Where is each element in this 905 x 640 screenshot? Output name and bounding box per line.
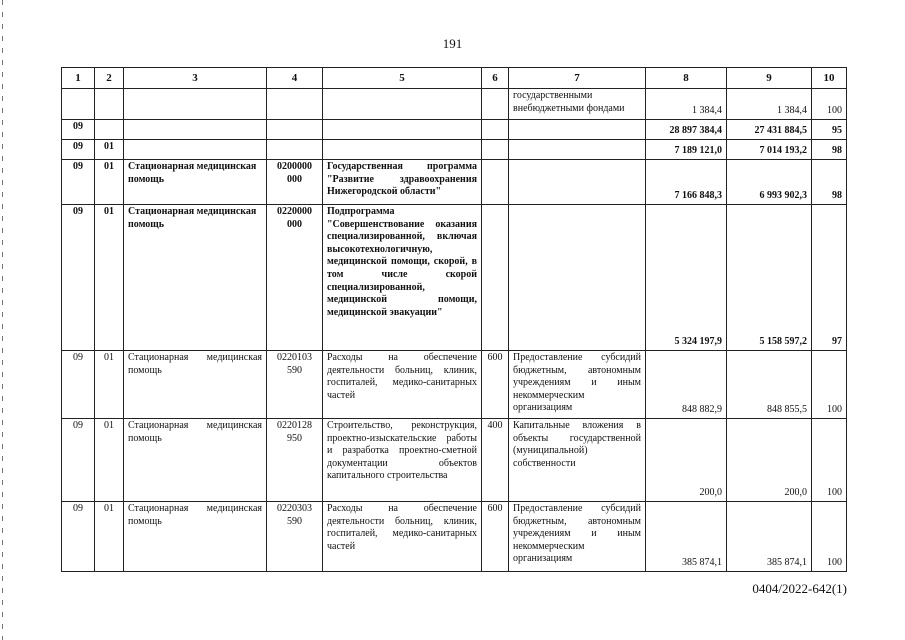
table-row (62, 140, 847, 160)
cell-planned: 385 874,1 (646, 502, 727, 572)
cell-planned: 5 324 197,9 (646, 205, 727, 351)
cell-subsection: 01 (95, 351, 124, 419)
cell-expense-name (509, 205, 646, 351)
cell-executed: 848 855,5 (727, 351, 812, 419)
cell-subsection-name: Стационарная медицинская помощь (124, 351, 267, 419)
document-code: 0404/2022-642(1) (752, 581, 847, 596)
cell-target-name: Подпрограмма "Совершенствование оказания специализированной, включая высокотехнологичную, медицинской помощи, скорой, в том числе скорой специализированной, медицинской помощи, медицинской эвакуации" (323, 205, 482, 351)
cell-section (62, 89, 95, 120)
column-header: 2 (95, 68, 124, 89)
cell-subsection: 01 (95, 502, 124, 572)
cell-target-code (267, 140, 323, 160)
cell-expense-type (482, 120, 509, 140)
cell-subsection-name (124, 89, 267, 120)
cell-target-code (267, 89, 323, 120)
cell-target-name: Строительство, реконструкция, проектно-изыскательские работы и разработка проектно-сметной документации объектов капитального строительства (323, 419, 482, 502)
cell-expense-name: Предоставление субсидий бюджетным, автономным учреждениям и иным некоммерческим организациям (509, 351, 646, 419)
cell-target-code: 0220103 590 (267, 351, 323, 419)
cell-executed: 6 993 902,3 (727, 160, 812, 205)
cell-executed: 200,0 (727, 419, 812, 502)
column-header: 6 (482, 68, 509, 89)
cell-expense-type (482, 89, 509, 120)
cell-target-name: Расходы на обеспечение деятельности больниц, клиник, госпиталей, медико-санитарных частей (323, 502, 482, 572)
header-row (62, 68, 847, 89)
cell-executed: 1 384,4 (727, 89, 812, 120)
cell-expense-name: Капитальные вложения в объекты государственной (муниципальной) собственности (509, 419, 646, 502)
cell-percent: 100 (812, 502, 847, 572)
cell-expense-name (509, 160, 646, 205)
column-header: 3 (124, 68, 267, 89)
cell-subsection: 01 (95, 419, 124, 502)
column-header: 1 (62, 68, 95, 89)
table-row (62, 205, 847, 351)
column-header: 9 (727, 68, 812, 89)
cell-subsection-name (124, 140, 267, 160)
table-row (62, 502, 847, 572)
cell-target-code (267, 120, 323, 140)
cell-target-code: 0220303 590 (267, 502, 323, 572)
cell-expense-name: Предоставление субсидий бюджетным, автономным учреждениям и иным некоммерческим организациям (509, 502, 646, 572)
table-row (62, 419, 847, 502)
cell-target-name (323, 89, 482, 120)
column-header: 10 (812, 68, 847, 89)
cell-planned: 848 882,9 (646, 351, 727, 419)
cell-target-name (323, 120, 482, 140)
cell-executed: 5 158 597,2 (727, 205, 812, 351)
cell-section: 09 (62, 502, 95, 572)
table-row (62, 351, 847, 419)
cell-subsection-name (124, 120, 267, 140)
cell-section: 09 (62, 120, 95, 140)
cell-percent: 95 (812, 120, 847, 140)
cell-expense-type: 400 (482, 419, 509, 502)
cell-subsection-name: Стационарная медицинская помощь (124, 419, 267, 502)
cell-expense-type (482, 140, 509, 160)
table-row (62, 89, 847, 120)
cell-target-code: 0200000 000 (267, 160, 323, 205)
column-header: 7 (509, 68, 646, 89)
cell-executed: 385 874,1 (727, 502, 812, 572)
cell-subsection: 01 (95, 160, 124, 205)
cell-target-name: Расходы на обеспечение деятельности больниц, клиник, госпиталей, медико-санитарных частей (323, 351, 482, 419)
cell-expense-type: 600 (482, 502, 509, 572)
cell-percent: 100 (812, 419, 847, 502)
table-row (62, 120, 847, 140)
cell-expense-type: 600 (482, 351, 509, 419)
cell-target-name (323, 140, 482, 160)
cell-subsection (95, 89, 124, 120)
column-header: 4 (267, 68, 323, 89)
table-row (62, 160, 847, 205)
cell-percent: 100 (812, 351, 847, 419)
cell-planned: 200,0 (646, 419, 727, 502)
cell-percent: 98 (812, 160, 847, 205)
cell-executed: 7 014 193,2 (727, 140, 812, 160)
cell-planned: 28 897 384,4 (646, 120, 727, 140)
cell-section: 09 (62, 419, 95, 502)
budget-table (61, 67, 847, 572)
cell-subsection-name: Стационарная медицинская помощь (124, 160, 267, 205)
cell-subsection (95, 120, 124, 140)
cell-planned: 7 189 121,0 (646, 140, 727, 160)
column-header: 5 (323, 68, 482, 89)
cell-planned: 1 384,4 (646, 89, 727, 120)
cell-subsection-name: Стационарная медицинская помощь (124, 502, 267, 572)
cell-percent: 100 (812, 89, 847, 120)
cell-target-name: Государственная программа "Развитие здравоохранения Нижегородской области" (323, 160, 482, 205)
cell-target-code: 0220000 000 (267, 205, 323, 351)
cell-subsection: 01 (95, 205, 124, 351)
cell-expense-type (482, 160, 509, 205)
cell-section: 09 (62, 140, 95, 160)
cell-expense-type (482, 205, 509, 351)
column-header: 8 (646, 68, 727, 89)
cell-subsection-name: Стационарная медицинская помощь (124, 205, 267, 351)
scan-edge-marks (2, 0, 3, 640)
cell-executed: 27 431 884,5 (727, 120, 812, 140)
cell-percent: 97 (812, 205, 847, 351)
page-number: 191 (442, 36, 463, 51)
cell-target-code: 0220128 950 (267, 419, 323, 502)
cell-subsection: 01 (95, 140, 124, 160)
cell-percent: 98 (812, 140, 847, 160)
cell-planned: 7 166 848,3 (646, 160, 727, 205)
cell-section: 09 (62, 351, 95, 419)
cell-section: 09 (62, 205, 95, 351)
cell-expense-name (509, 120, 646, 140)
cell-section: 09 (62, 160, 95, 205)
cell-expense-name: государственными внебюджетными фондами (509, 89, 646, 120)
cell-expense-name (509, 140, 646, 160)
